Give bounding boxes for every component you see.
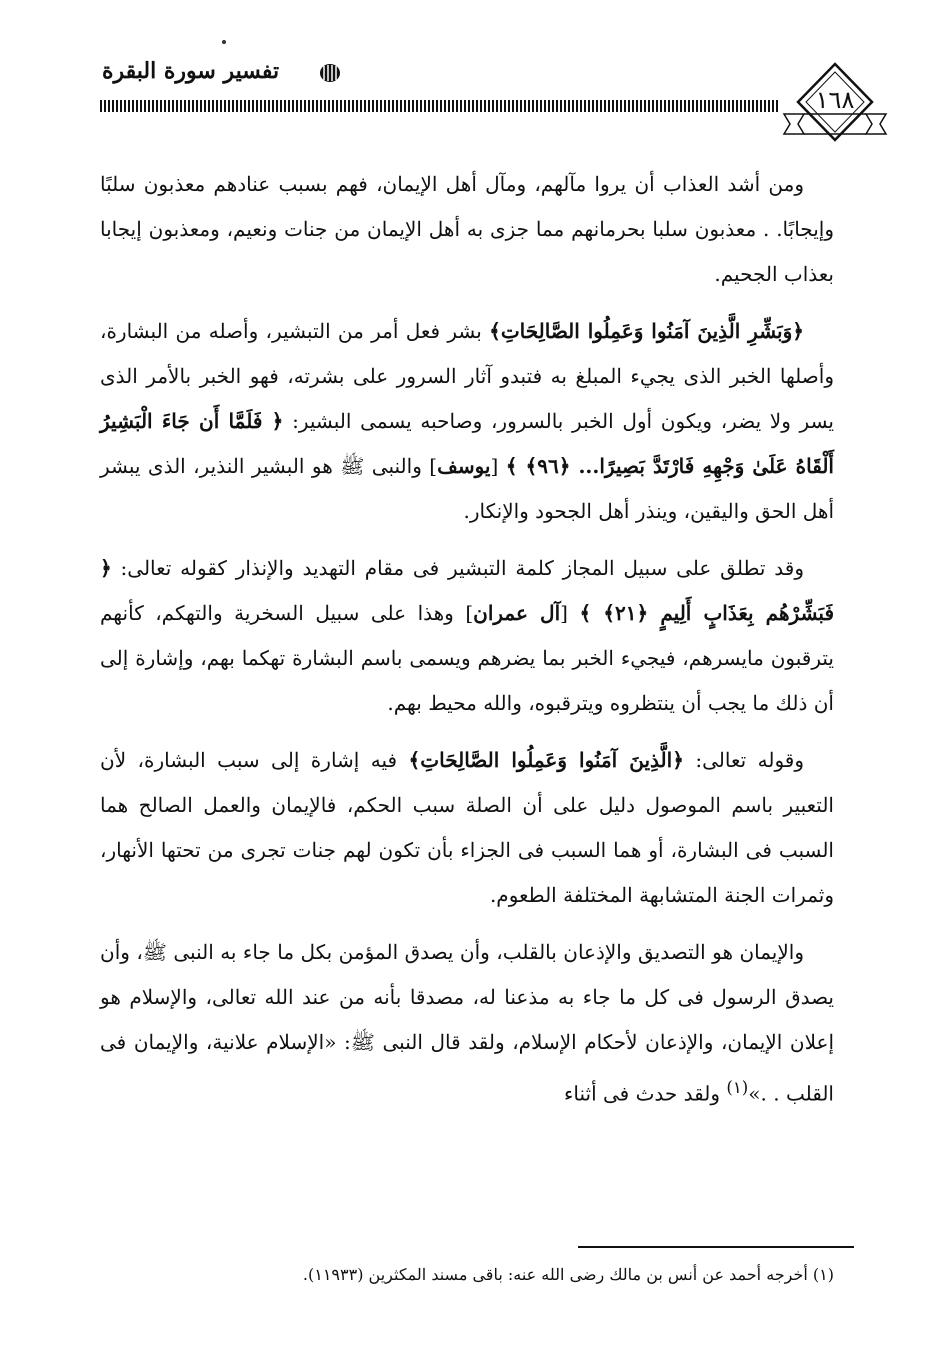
paragraph [100,738,834,918]
footnote-marker: (١) [726,1078,749,1097]
surah-reference: يوسف [437,454,491,478]
page-number: ١٦٨ [815,86,855,114]
text-run: ] وهذا على سبيل السخرية والتهكم، كأنهم يترقبون مايسرهم، فيجيء الخبر بما يضرهم ويسمى باسم البشارة تهكما بهم، وإشارة إلى أن ذلك ما يجب أن ينتظروه ويترقبوه، والله محيط بهم. [100,601,834,715]
quran-verse: ﴿ فَبَشِّرْهُم بِعَذَابٍ أَلِيمٍ ﴿٢١﴾ ﴾ [100,556,835,625]
quran-verse: ﴿ فَلَمَّا أَن جَاءَ الْبَشِيرُ أَلْقَاهُ عَلَىٰ وَجْهِهِ فَارْتَدَّ بَصِيرًا... ﴿٩٦﴾ ﴾ [100,409,834,478]
paragraph [100,162,834,297]
header-divider [100,100,780,112]
text-run: ] والنبى ﷺ هو البشير النذير، الذى يبشر أهل الحق واليقين، وينذر أهل الجحود والإنكار. [100,454,834,523]
running-header-title: تفسير سورة البقرة [102,58,280,84]
surah-reference: آل عمران [473,601,561,625]
text-run: ولقد حدث فى أثناء [563,1081,727,1106]
paragraph [100,930,834,1117]
footnote: (١) أخرجه أحمد عن أنس بن مالك رضى الله عنه: باقى مسند المكثرين (١١٩٣٣). [302,1265,834,1284]
text-run: وقوله تعالى: [683,748,804,772]
text-run: والإيمان هو التصديق والإذعان بالقلب، وأن يصدق المؤمن بكل ما جاء به النبى ﷺ، وأن يصدق الرسول فى كل ما جاء به مذعنا له، مصدقا بأنه من عند الله تعالى، والإسلام هو إعلان الإيمان، والإذعان لأحكام الإسلام، ولقد قال النبى ﷺ: «الإسلام علانية، والإيمان فى القلب . .» [100,940,834,1106]
quran-verse: ﴿وَبَشِّرِ الَّذِينَ آمَنُوا وَعَمِلُوا الصَّالِحَاتِ﴾ [489,319,804,343]
text-run: بشر فعل أمر من التبشير، وأصله من البشارة، وأصلها الخبر الذى يجيء المبلغ به فتبدو آثار السرور على بشرته، فهو الخبر بالأمر الذى يسر ولا يضر، ويكون أول الخبر بالسرور، وصاحبه يسمى البشير: [100,319,834,433]
text-run: [ [490,454,506,478]
text-run: [ [560,601,580,625]
paragraph [100,309,834,534]
scan-mark [222,40,226,44]
quran-verse: ﴿الَّذِينَ آمَنُوا وَعَمِلُوا الصَّالِحَاتِ﴾ [408,748,684,772]
footnote-divider [578,1246,854,1248]
main-text [100,162,834,1129]
text-run: ومن أشد العذاب أن يروا مآلهم، ومآل أهل الإيمان، فهم بسبب عنادهم معذبون سلبًا وإيجابًا. . معذبون سلبا بحرمانهم مما جزى به أهل الإيمان من جنات ونعيم، ومعذبون إيجابا بعذاب الجحيم. [100,172,834,286]
text-run: وقد تطلق على سبيل المجاز كلمة التبشير فى مقام التهديد والإنذار كقوله تعالى: [111,556,804,580]
paragraph [100,546,834,726]
text-run: فيه إشارة إلى سبب البشارة، لأن التعبير باسم الموصول دليل على أن الصلة سبب الحكم، فالإيمان والعمل الصالح هما السبب فى البشارة، أو هما السبب فى الجزاء بأن تكون لهم جنات تجرى من تحتها الأنهار، وثمرات الجنة المتشابهة المختلفة الطعوم. [100,748,834,907]
